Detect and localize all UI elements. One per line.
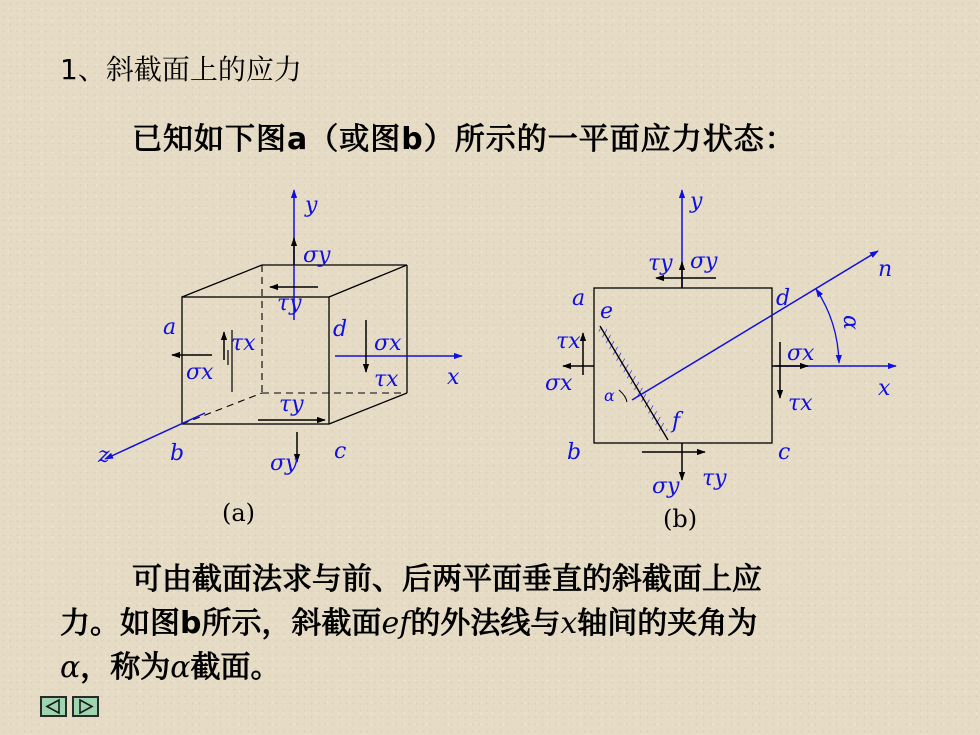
point-label-f: f: [672, 409, 681, 434]
label-sigma-x-left: σx: [186, 360, 214, 385]
label-tau-x-left: τx: [231, 331, 256, 356]
axis-label-x-b: x: [878, 376, 891, 401]
vertex-label-b: b: [170, 441, 185, 466]
label-alpha-small: α: [604, 386, 615, 405]
axis-label-n: n: [878, 257, 893, 282]
label-sigma-x-right-b: σx: [787, 341, 815, 366]
vertex-label-c: c: [334, 439, 347, 464]
label-tau-x-right-b: τx: [788, 391, 813, 416]
label-sigma-y-bottom-b: σy: [652, 474, 680, 499]
vertex-label-c-b: c: [778, 440, 791, 465]
alpha-arc: [816, 289, 839, 363]
triangle-right-icon: [74, 698, 97, 715]
axis-label-y-b: y: [690, 189, 703, 214]
label-sigma-y-top: σy: [303, 243, 331, 268]
axis-label-y-a: y: [305, 193, 318, 218]
vertex-label-a-b: a: [572, 286, 586, 311]
section-heading: 1、斜截面上的应力: [60, 53, 302, 86]
vertex-label-b-b: b: [567, 440, 582, 465]
axis-label-x-a: x: [447, 365, 460, 390]
vertex-label-a: a: [163, 315, 177, 340]
label-tau-y-top: τy: [277, 291, 302, 316]
paragraph-line-3: α，称为α截面。: [60, 650, 281, 685]
label-tau-x-left-b: τx: [556, 329, 581, 354]
paragraph-line-2: 力。如图b所示，斜截面ef的外法线与x轴间的夹角为: [60, 606, 758, 641]
label-sigma-x-right: σx: [374, 331, 402, 356]
caption-b: (b): [663, 505, 698, 533]
label-sigma-x-left-b: σx: [545, 371, 573, 396]
label-sigma-y-top-b: σy: [690, 249, 718, 274]
axis-label-z-a: z: [98, 443, 110, 468]
known-state-text: 已知如下图a（或图b）所示的一平面应力状态：: [132, 122, 796, 157]
vertex-label-d-b: d: [776, 286, 791, 311]
triangle-left-icon: [42, 698, 65, 715]
label-alpha-arc: α: [838, 315, 863, 330]
z-axis-a: [105, 413, 205, 459]
prev-slide-button[interactable]: [40, 696, 67, 717]
figure-a: [97, 190, 462, 527]
label-tau-y-top-b: τy: [648, 251, 673, 276]
label-sigma-y-bottom: σy: [270, 451, 298, 476]
vertex-label-d: d: [333, 317, 348, 342]
caption-a: (a): [222, 499, 256, 527]
paragraph-line-1: 可由截面法求与前、后两平面垂直的斜截面上应: [132, 562, 762, 597]
next-slide-button[interactable]: [72, 696, 99, 717]
point-label-e: e: [600, 299, 614, 324]
label-tau-y-bottom: τy: [279, 392, 304, 417]
label-tau-y-bottom-b: τy: [702, 466, 727, 491]
figure-b: [545, 189, 896, 533]
explanation-paragraph: [60, 558, 950, 690]
label-tau-x-right: τx: [374, 367, 399, 392]
